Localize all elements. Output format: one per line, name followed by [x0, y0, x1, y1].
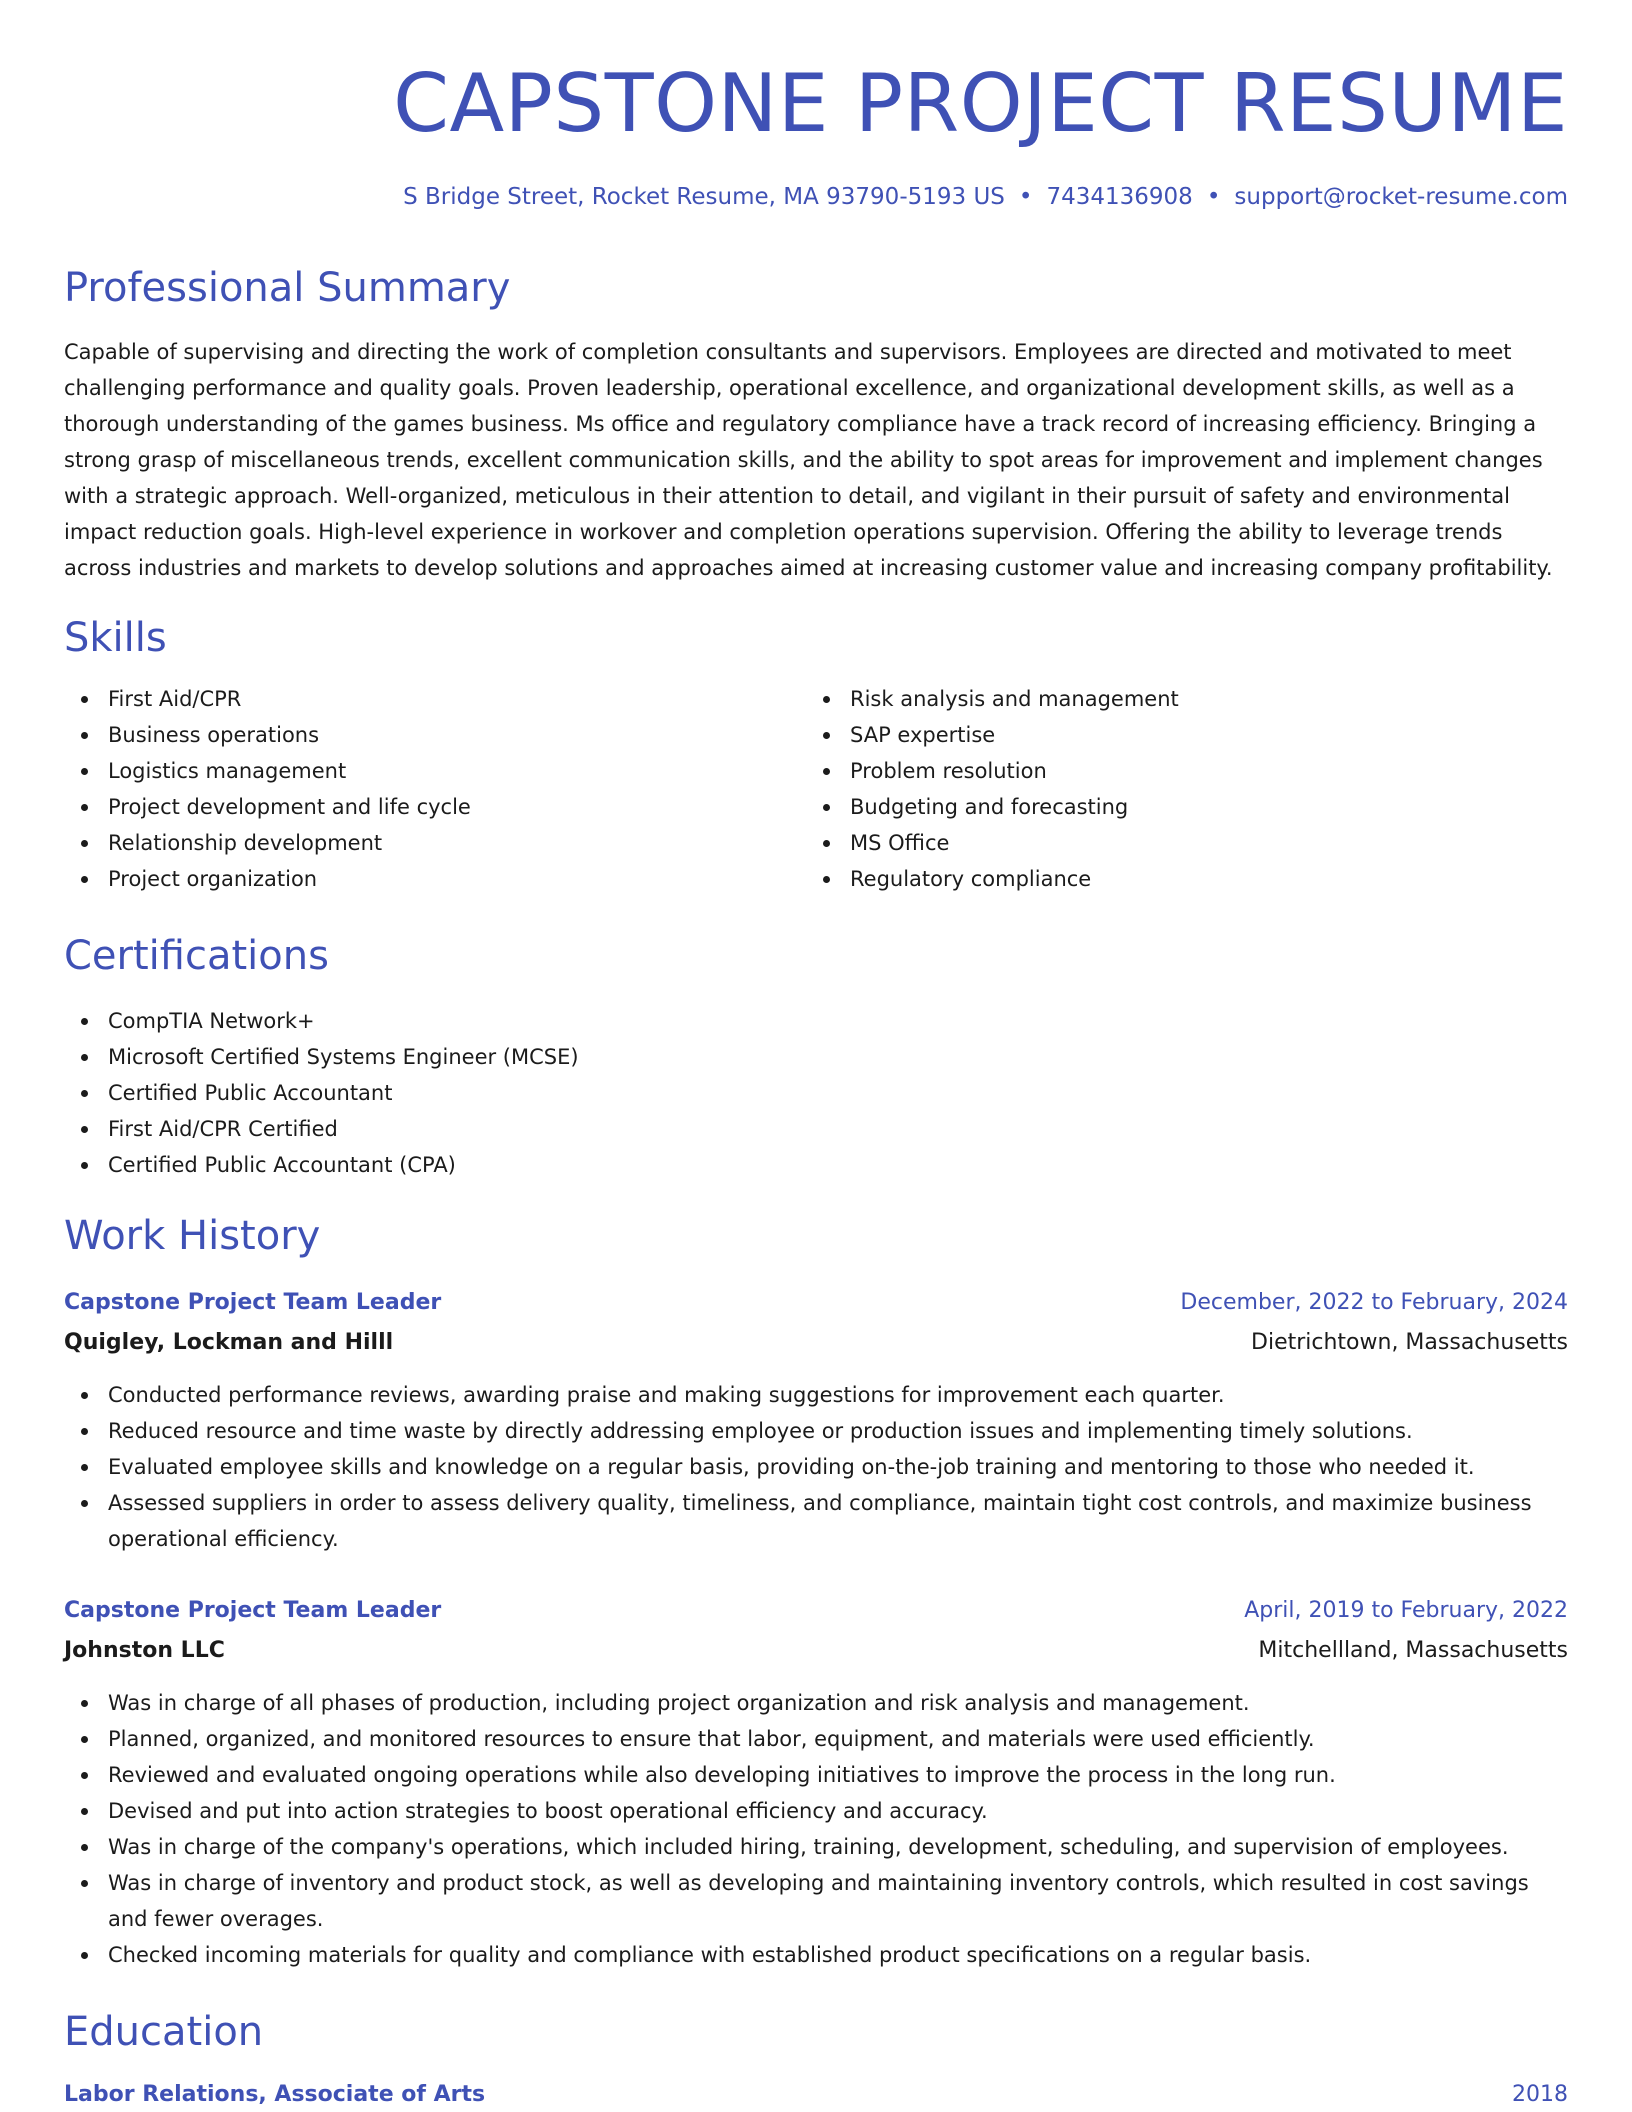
job-title: Capstone Project Team Leader [64, 1290, 442, 1315]
skill-item: Project organization [64, 861, 784, 897]
job-dates: December, 2022 to February, 2024 [1180, 1290, 1568, 1315]
section-title-education: Education [64, 2009, 264, 2055]
skill-item: MS Office [806, 825, 1566, 861]
skill-item: Project development and life cycle [64, 789, 784, 825]
skill-item: Budgeting and forecasting [806, 789, 1566, 825]
section-title-work-history: Work History [64, 1213, 321, 1259]
certifications-list [64, 1003, 1568, 1183]
skill-item: Problem resolution [806, 753, 1566, 789]
contact-phone: 7434136908 [1046, 184, 1193, 210]
job-bullets [64, 1685, 1568, 1973]
contact-address: S Bridge Street, Rocket Resume, MA 93790-5193 US [403, 184, 1005, 210]
certification-item: Microsoft Certified Systems Engineer (MCSE) [64, 1039, 1568, 1075]
job-bullet: Checked incoming materials for quality and compliance with established product specifications on a regular basis. [64, 1937, 1568, 1973]
skill-item: First Aid/CPR [64, 681, 784, 717]
skills-list-left [64, 681, 784, 897]
job-bullet: Was in charge of all phases of production, including project organization and risk analysis and management. [64, 1685, 1568, 1721]
job-bullet: Was in charge of the company's operations, which included hiring, training, development, scheduling, and supervision of employees. [64, 1829, 1568, 1865]
job-bullet: Reduced resource and time waste by directly addressing employee or production issues and implementing timely solutions. [64, 1413, 1568, 1449]
job-bullet: Conducted performance reviews, awarding praise and making suggestions for improvement each quarter. [64, 1377, 1568, 1413]
certification-item: CompTIA Network+ [64, 1003, 1568, 1039]
job-bullet: Reviewed and evaluated ongoing operations while also developing initiatives to improve the process in the long run. [64, 1757, 1568, 1793]
job-bullet: Evaluated employee skills and knowledge on a regular basis, providing on-the-job training and mentoring to those who needed it. [64, 1449, 1568, 1485]
contact-separator: • [1206, 184, 1221, 210]
skill-item: Relationship development [64, 825, 784, 861]
job-bullet: Assessed suppliers in order to assess delivery quality, timeliness, and compliance, maintain tight cost controls, and maximize business operational efficiency. [64, 1485, 1568, 1557]
contact-email[interactable]: support@rocket-resume.com [1234, 184, 1568, 210]
certification-item: Certified Public Accountant (CPA) [64, 1147, 1568, 1183]
section-title-skills: Skills [64, 615, 167, 661]
education-degree: Labor Relations, Associate of Arts [64, 2082, 486, 2107]
job-title: Capstone Project Team Leader [64, 1598, 442, 1623]
skill-item: Business operations [64, 717, 784, 753]
contact-line [403, 180, 1568, 214]
skill-item: Risk analysis and management [806, 681, 1566, 717]
job-location: Dietrichtown, Massachusetts [1251, 1330, 1568, 1355]
section-title-certifications: Certifications [64, 933, 329, 979]
certification-item: Certified Public Accountant [64, 1075, 1568, 1111]
resume-name: CAPSTONE PROJECT RESUME [393, 57, 1568, 150]
skills-list-right [806, 681, 1566, 897]
job-dates: April, 2019 to February, 2022 [1244, 1598, 1568, 1623]
job-bullet: Was in charge of inventory and product stock, as well as developing and maintaining inventory controls, which resulted in cost savings and fewer overages. [64, 1865, 1568, 1937]
job-company: Quigley, Lockman and Hilll [64, 1330, 394, 1355]
education-year: 2018 [1512, 2082, 1568, 2107]
job-bullet: Planned, organized, and monitored resources to ensure that labor, equipment, and materials were used efficiently. [64, 1721, 1568, 1757]
job-location: Mitchellland, Massachusetts [1258, 1638, 1568, 1663]
skill-item: Regulatory compliance [806, 861, 1566, 897]
section-title-summary: Professional Summary [64, 265, 511, 311]
skill-item: SAP expertise [806, 717, 1566, 753]
job-bullets [64, 1377, 1568, 1557]
job-company: Johnston LLC [64, 1638, 225, 1663]
contact-separator: • [1018, 184, 1033, 210]
job-bullet: Devised and put into action strategies to boost operational efficiency and accuracy. [64, 1793, 1568, 1829]
skill-item: Logistics management [64, 753, 784, 789]
summary-text: Capable of supervising and directing the work of completion consultants and supervisors. Employees are directed and motivated to meet challenging performance and quality goals. Proven leadership, operational excellence, and organizational development skills, as well as a thorough understanding of the games business. Ms office and regulatory compliance have a track record of increasing efficiency. Bringing a strong grasp of miscellaneous trends, excellent communication skills, and the ability to spot areas for improvement and implement changes with a strategic approach. Well-organized, meticulous in their attention to detail, and vigilant in their pursuit of safety and environmental impact reduction goals. High-level experience in workover and completion operations supervision. Offering the ability to leverage trends across industries and markets to develop solutions and approaches aimed at increasing customer value and increasing company profitability. [64, 340, 1553, 580]
certification-item: First Aid/CPR Certified [64, 1111, 1568, 1147]
